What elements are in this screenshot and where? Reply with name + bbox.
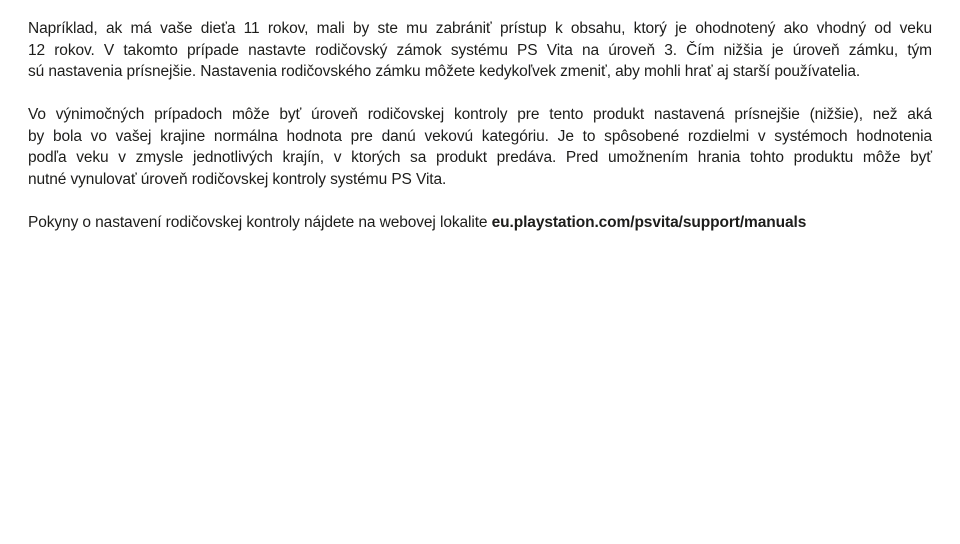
- text-line: 12 rokov. V takomto prípade nastavte rodičovský zámok systému PS Vita na úroveň 3. Čím nižšia je úroveň zámku, tým: [28, 41, 932, 59]
- support-link-intro: Pokyny o nastavení rodičovskej kontroly nájdete na webovej lokalite: [28, 213, 492, 231]
- text-line: Vo výnimočných prípadoch môže byť úroveň rodičovskej kontroly pre tento produkt nastavená prísnejšie (nižšie), než aká: [28, 106, 932, 123]
- paragraph-support-link: [28, 212, 932, 234]
- paragraph-age-example: [28, 18, 932, 83]
- text-line: podľa veku v zmysle jednotlivých krajín, v ktorých sa produkt predáva. Pred umožnením hrania tohto produktu môže byť: [28, 149, 932, 166]
- text-line: nutné vynulovať úroveň rodičovskej kontroly systému PS Vita.: [28, 170, 447, 188]
- text-line: by bola vo vašej krajine normálna hodnota pre danú vekovú kategóriu. Je to spôsobené rozdielmi v systémoch hodnotenia: [28, 127, 932, 145]
- support-url: eu.playstation.com/psvita/support/manuals: [491, 213, 807, 231]
- text-line: sú nastavenia prísnejšie. Nastavenia rodičovského zámku môžete kedykoľvek zmeniť, aby mohli hrať aj starší používatelia.: [28, 63, 861, 80]
- text-line: [28, 212, 932, 234]
- text-line: Napríklad, ak má vaše dieťa 11 rokov, mali by ste mu zabrániť prístup k obsahu, ktorý je ohodnotený ako vhodný od veku: [28, 20, 932, 37]
- paragraph-exceptional-cases: [28, 104, 932, 190]
